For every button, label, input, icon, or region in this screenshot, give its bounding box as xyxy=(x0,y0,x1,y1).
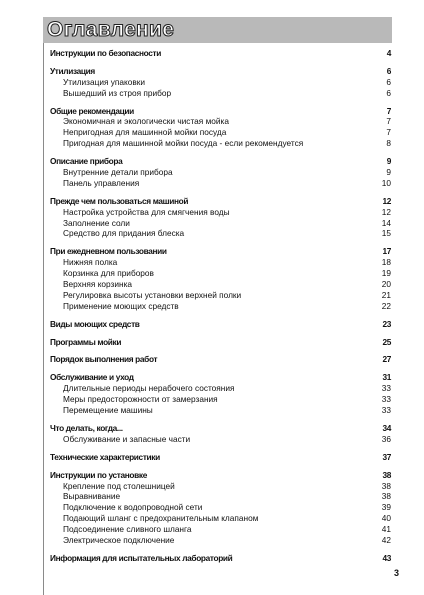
toc-entry-label: Средство для придания блеска xyxy=(63,228,185,239)
toc-heading-label: Описание прибора xyxy=(50,156,123,167)
toc-entry-page: 33 xyxy=(381,405,391,416)
toc-entry[interactable] xyxy=(50,178,391,189)
toc-entry[interactable] xyxy=(50,167,391,178)
toc-section-heading[interactable] xyxy=(50,106,391,117)
toc-section-heading[interactable] xyxy=(50,553,391,564)
toc-heading-page: 43 xyxy=(382,552,391,563)
toc-entry[interactable] xyxy=(50,491,391,502)
toc-section-heading[interactable] xyxy=(50,337,391,348)
toc-entry[interactable] xyxy=(50,268,391,279)
toc-entry-label: Панель управления xyxy=(63,177,140,188)
toc-section-heading[interactable] xyxy=(50,246,391,257)
toc-entry-page: 10 xyxy=(381,177,391,188)
toc-entry-page: 38 xyxy=(381,491,391,502)
toc-entry-page: 8 xyxy=(386,138,391,149)
toc-section xyxy=(50,319,391,330)
toc-heading-label: Прежде чем пользоваться машиной xyxy=(50,195,189,206)
toc-entry[interactable] xyxy=(50,502,391,513)
toc-entry-page: 19 xyxy=(381,268,391,279)
toc-section xyxy=(50,106,391,150)
toc-entry[interactable] xyxy=(50,138,391,149)
toc-entry[interactable] xyxy=(50,127,391,138)
toc-heading-page: 23 xyxy=(382,318,391,329)
title-banner xyxy=(43,17,392,43)
toc-entry[interactable] xyxy=(50,290,391,301)
toc-entry-page: 33 xyxy=(381,383,391,394)
toc-entry[interactable] xyxy=(50,116,391,127)
toc-section-heading[interactable] xyxy=(50,452,391,463)
toc-entry-label: Подсоединение сливного шланга xyxy=(63,524,192,535)
toc-section-heading[interactable] xyxy=(50,372,391,383)
toc-entry-label: Непригодная для машинной мойки посуда xyxy=(63,127,227,138)
toc-entry[interactable] xyxy=(50,405,391,416)
toc-entry[interactable] xyxy=(50,535,391,546)
toc-entry-page: 33 xyxy=(381,394,391,405)
toc-heading-page: 4 xyxy=(386,48,391,58)
toc-entry-page: 14 xyxy=(381,217,391,228)
toc-entry-label: Крепление под столешницей xyxy=(63,480,175,491)
toc-section xyxy=(50,553,391,564)
toc-section xyxy=(50,452,391,463)
toc-heading-page: 9 xyxy=(386,156,391,167)
toc-entry[interactable] xyxy=(50,88,391,99)
toc-entry-page: 42 xyxy=(381,534,391,545)
toc-entry-page: 21 xyxy=(381,289,391,300)
toc-entry-page: 15 xyxy=(381,228,391,239)
toc-entry-label: Электрическое подключение xyxy=(63,534,175,545)
toc-entry-label: Подключение к водопроводной сети xyxy=(63,502,203,513)
toc-entry[interactable] xyxy=(50,77,391,88)
toc-section-heading[interactable] xyxy=(50,196,391,207)
toc-section xyxy=(50,372,391,416)
toc-heading-page: 25 xyxy=(382,336,391,347)
toc-section xyxy=(50,156,391,189)
toc-entry-page: 6 xyxy=(386,76,391,87)
toc-entry-label: Обслуживание и запасные части xyxy=(63,433,191,444)
toc-entry[interactable] xyxy=(50,383,391,394)
toc-heading-label: Обслуживание и уход xyxy=(50,372,134,383)
toc-section xyxy=(50,423,391,445)
toc-section xyxy=(50,66,391,99)
toc-entry-page: 38 xyxy=(381,480,391,491)
toc-heading-page: 31 xyxy=(382,372,391,383)
toc-entry-label: Корзинка для приборов xyxy=(63,268,154,279)
toc-heading-label: При ежедневном пользовании xyxy=(50,246,167,257)
toc-entry[interactable] xyxy=(50,481,391,492)
toc-entry[interactable] xyxy=(50,279,391,290)
toc-entry-page: 39 xyxy=(381,502,391,513)
toc-section-heading[interactable] xyxy=(50,354,391,365)
toc-entry-label: Меры предосторожности от замерзания xyxy=(63,394,218,405)
toc-heading-label: Порядок выполнения работ xyxy=(50,354,158,365)
toc-heading-page: 38 xyxy=(382,469,391,480)
toc-heading-page: 12 xyxy=(382,195,391,206)
toc-entry-page: 12 xyxy=(381,206,391,217)
toc-entry-label: Верхняя корзинка xyxy=(63,279,132,290)
left-margin-rule xyxy=(43,43,44,595)
toc-entry[interactable] xyxy=(50,434,391,445)
toc-entry[interactable] xyxy=(50,524,391,535)
toc-entry-page: 41 xyxy=(381,524,391,535)
toc-entry-page: 40 xyxy=(381,513,391,524)
toc-entry-label: Нижняя полка xyxy=(63,257,118,268)
toc-entry-page: 18 xyxy=(381,257,391,268)
toc-section xyxy=(50,196,391,240)
toc-heading-page: 17 xyxy=(382,246,391,257)
toc-entry-label: Утилизация упаковки xyxy=(63,76,146,87)
toc-entry-label: Внутренние детали прибора xyxy=(63,167,173,178)
toc-entry-page: 9 xyxy=(386,167,391,178)
toc-section-heading[interactable] xyxy=(50,156,391,167)
toc-heading-label: Технические характеристики xyxy=(50,451,160,462)
page-title: Оглавление xyxy=(47,18,175,41)
toc-entry-page: 20 xyxy=(381,279,391,290)
toc-entry[interactable] xyxy=(50,207,391,218)
toc-heading-page: 34 xyxy=(382,422,391,433)
toc-entry-page: 22 xyxy=(381,300,391,311)
toc-entry[interactable] xyxy=(50,513,391,524)
toc-heading-page: 7 xyxy=(386,105,391,116)
toc-entry[interactable] xyxy=(50,228,391,239)
toc-heading-label: Что делать, когда... xyxy=(50,422,123,433)
toc-heading-label: Виды моющих средств xyxy=(50,318,140,329)
toc-heading-label: Информация для испытательных лабораторий xyxy=(50,552,233,563)
toc-entry-label: Перемещение машины xyxy=(63,405,153,416)
toc-entry-page: 7 xyxy=(386,127,391,138)
toc-entry-label: Настройка устройства для смягчения воды xyxy=(63,206,230,217)
toc-section-heading[interactable] xyxy=(50,423,391,434)
toc-heading-label: Программы мойки xyxy=(50,336,122,347)
toc-entry[interactable] xyxy=(50,257,391,268)
toc-entry-label: Вышедший из строя прибор xyxy=(63,87,172,98)
toc-heading-page: 37 xyxy=(382,451,391,462)
toc-heading-page: 6 xyxy=(386,65,391,76)
toc-heading-label: Инструкции по установке xyxy=(50,469,147,480)
toc-entry-label: Применение моющих средств xyxy=(63,300,179,311)
toc-heading-page: 27 xyxy=(382,354,391,365)
toc-heading-label: Общие рекомендации xyxy=(50,105,134,116)
toc-section xyxy=(50,470,391,546)
toc-entry-label: Пригодная для машинной мойки посуда - если рекомендуется xyxy=(63,138,304,149)
toc-entry-label: Регулировка высоты установки верхней полки xyxy=(63,289,242,300)
toc-section xyxy=(50,48,391,59)
toc-entry-label: Подающий шланг с предохранительным клапаном xyxy=(63,513,259,524)
toc-heading-label: Утилизация xyxy=(50,65,95,76)
toc-section xyxy=(50,246,391,311)
page-number: 3 xyxy=(394,568,400,578)
toc-entry-label: Длительные периоды нерабочего состояния xyxy=(63,383,235,394)
toc-entry-page: 6 xyxy=(386,87,391,98)
toc-section-heading[interactable] xyxy=(50,470,391,481)
toc-entry-label: Заполнение соли xyxy=(63,217,130,228)
toc-section xyxy=(50,337,391,348)
toc-section xyxy=(50,354,391,365)
toc-entry[interactable] xyxy=(50,394,391,405)
toc-section-heading[interactable] xyxy=(50,48,391,59)
toc-entry-label: Экономичная и экологически чистая мойка xyxy=(63,116,229,127)
toc-section-heading[interactable] xyxy=(50,319,391,330)
toc-entry-page: 7 xyxy=(386,116,391,127)
toc-entry[interactable] xyxy=(50,218,391,229)
toc-entry[interactable] xyxy=(50,301,391,312)
toc-entry-page: 36 xyxy=(381,433,391,444)
table-of-contents xyxy=(50,48,391,571)
toc-entry-label: Выравнивание xyxy=(63,491,121,502)
toc-section-heading[interactable] xyxy=(50,66,391,77)
toc-heading-label: Инструкции по безопасности xyxy=(50,48,161,58)
